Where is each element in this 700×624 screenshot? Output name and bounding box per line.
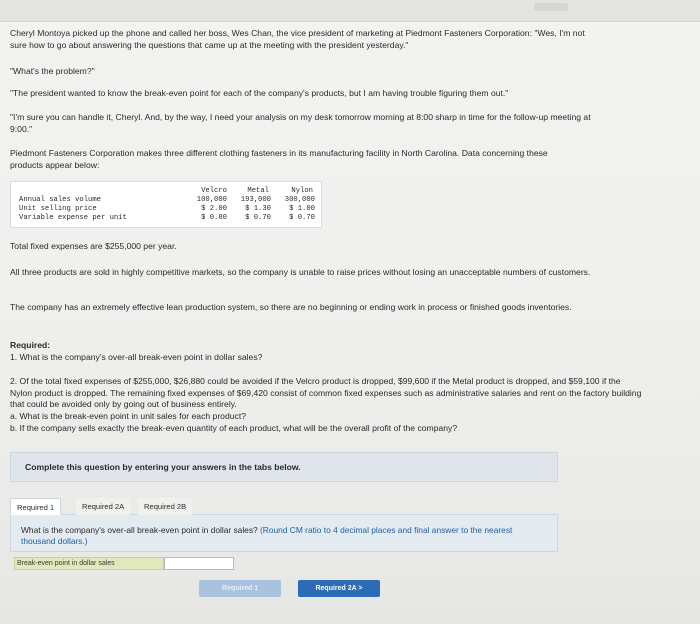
question-panel bbox=[10, 515, 558, 552]
column-header: Metal bbox=[247, 187, 269, 195]
answer-tabs bbox=[10, 498, 558, 515]
next-button[interactable]: Required 2A > bbox=[298, 580, 380, 597]
row-label: Unit selling price bbox=[19, 205, 97, 213]
table-cell: 100,000 bbox=[196, 196, 227, 204]
column-header: Nylon bbox=[291, 187, 313, 195]
intro-paragraph-3: "The president wanted to know the break-even point for each of the company's products, but I am having trouble figuring them out." bbox=[10, 88, 509, 98]
question-hint: (Round CM ratio to 4 decimal places and final answer to the nearest thousand dollars.) bbox=[21, 525, 513, 546]
table-cell: $ 0.70 bbox=[289, 214, 315, 222]
table-cell: 300,000 bbox=[284, 196, 315, 204]
table-cell: $ 1.00 bbox=[289, 205, 315, 213]
question-text: What is the company's over-all break-even point in dollar sales? bbox=[21, 525, 258, 535]
table-cell: $ 1.30 bbox=[245, 205, 271, 213]
intro-paragraph-5: Piedmont Fasteners Corporation makes three different clothing fasteners in its manufacturing facility in North Carolina. Data concerning these products appear below: bbox=[10, 148, 548, 170]
table-cell: $ 0.70 bbox=[245, 214, 271, 222]
table-cell: $ 0.80 bbox=[201, 214, 227, 222]
requirement-2a: a. What is the break-even point in unit sales for each product? bbox=[10, 411, 246, 421]
break-even-dollar-sales-input[interactable] bbox=[164, 557, 234, 570]
requirement-2: 2. Of the total fixed expenses of $255,000, $26,880 could be avoided if the Velcro product is dropped, $99,600 if the Metal product is dropped, and $59,100 if the Nylon product is dropped. The remaining fixed expenses of $69,420 consist of common fixed expenses such as administrative salaries and rent on the factory building that could be avoided only by going out of business entirely. bbox=[10, 376, 642, 409]
table-cell: 193,000 bbox=[240, 196, 271, 204]
fixed-expenses-text: Total fixed expenses are $255,000 per year. bbox=[10, 241, 177, 251]
toolbar-button[interactable] bbox=[534, 3, 568, 11]
answer-row bbox=[14, 557, 220, 576]
requirement-2b: b. If the company sells exactly the break-even quantity of each product, what will be the overall profit of the company? bbox=[10, 423, 458, 433]
table-cell: $ 2.00 bbox=[201, 205, 227, 213]
intro-paragraph-1: Cheryl Montoya picked up the phone and called her boss, Wes Chan, the vice president of marketing at Piedmont Fasteners Corporation: "Wes, I'm not sure how to go about answering the questions that came up at the meeting with the president yesterday." bbox=[10, 28, 585, 50]
intro-paragraph-4: "I'm sure you can handle it, Cheryl. And, by the way, I need your analysis on my desk tomorrow morning at 8:00 sharp in time for the follow-up meeting at 9:00." bbox=[10, 112, 591, 134]
requirement-1: 1. What is the company's over-all break-even point in dollar sales? bbox=[10, 352, 263, 362]
top-bar bbox=[0, 0, 700, 22]
previous-button[interactable]: Required 1 bbox=[199, 580, 281, 597]
column-header: Velcro bbox=[201, 187, 227, 195]
markets-text: All three products are sold in highly competitive markets, so the company is unable to raise prices without losing an unacceptable numbers of customers. bbox=[10, 267, 591, 277]
tab-required-2a[interactable]: Required 2A bbox=[76, 498, 130, 515]
tab-required-1[interactable]: Required 1 bbox=[10, 498, 61, 515]
answer-label: Break-even point in dollar sales bbox=[14, 557, 164, 570]
intro-paragraph-2: "What's the problem?" bbox=[10, 66, 95, 76]
required-heading: Required: bbox=[10, 340, 51, 350]
row-label: Variable expense per unit bbox=[19, 214, 127, 222]
product-data-table bbox=[10, 181, 322, 228]
instructions-banner: Complete this question by entering your answers in the tabs below. bbox=[10, 452, 558, 482]
production-text: The company has an extremely effective lean production system, so there are no beginning or ending work in process or finished goods inventories. bbox=[10, 302, 572, 312]
row-label: Annual sales volume bbox=[19, 196, 101, 204]
tab-required-2b[interactable]: Required 2B bbox=[138, 498, 192, 515]
